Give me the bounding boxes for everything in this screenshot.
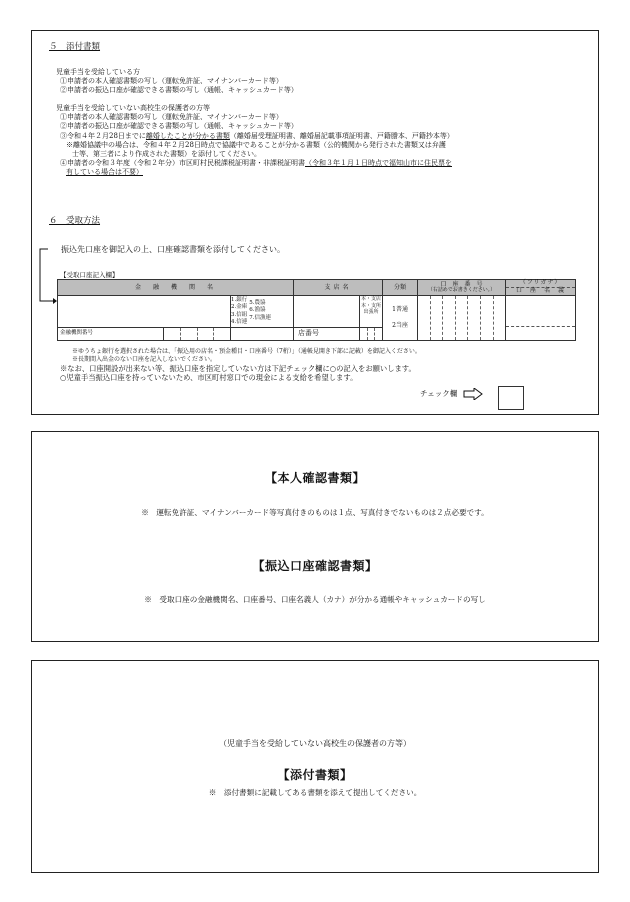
group2-note: ※離婚協議中の場合は、令和４年２月28日時点で協議中であることが分かる書類（公的機関から発行された書類又は弁護 [66,140,446,149]
group2-note-cont: 士等、第三者により作成された書類）を添付してください。 [72,149,261,158]
col-bank-name: 金 融 機 関 名 [58,280,294,296]
identity-docs-text: ※ 運転免許証、マイナンバーカード等写真付きのものは１点、写真付きでないものは２点必要です。 [141,508,489,517]
account-entry-table [57,279,576,341]
group2-item4-cont: 有している場合は不要） [66,167,143,176]
divorce-document-emphasis: 離婚したことが分かる書類 [145,131,230,140]
attachments-panel [31,660,599,873]
application-section-panel [31,30,599,415]
bracket-arrow-icon [36,247,58,307]
bank-type-options[interactable]: 1.銀行 2.金庫 3.信組 4.信連 5.農協 6.漁協 7.信漁連 [231,296,294,328]
group1-item2: ②申請者の振込口座が確認できる書類の写し（通帳、キャッシュカード等） [60,86,298,95]
group2-item3: ③令和４年２月28日までに離婚したことが分かる書類（離婚届受理証明書、離婚届記載事項証明書、戸籍謄本、戸籍抄本等） [60,131,454,140]
bank-code-digits[interactable] [164,328,231,341]
check-field-label: チェック欄 [420,388,483,400]
account-type-options[interactable]: 1普通 2当座 [383,296,418,341]
attachments-title: 【添付書類】 [277,768,353,782]
branch-type-options[interactable]: 本・支店 本・支所 出張所 [360,296,383,328]
section6-title: ６ 受取方法 [49,216,101,226]
no-account-notes: ※なお、口座開設が出来ない等、振込口座を指定していない方は下記チェック欄に○の記入をお願いします。 ○児童手当振込口座を持っていないため、市区町村窓口での現金による支給を希望します。 [60,364,416,383]
bank-code-field[interactable]: 金融機関番号 [58,328,164,341]
account-table-caption: 【受取口座記入欄】 [60,271,119,279]
account-holder-field[interactable] [506,296,576,341]
required-documents-panel [31,431,599,642]
col-account-type: 分類 [383,280,418,296]
group2-item4: ④申請者の令和３年度（令和２年分）市区町村民税課税証明書・非課税証明書（令和３年１月１日時点で福知山市に住民票を [60,158,452,167]
account-notes: ※ゆうちょ銀行を選択された場合は、「振込用の店名・預金種目・口座番号（7桁）」（通帳見開き下部に記載）を御記入ください。 ※長期間入出金のない口座を記入しないでください。 [72,348,421,363]
attachments-list [56,68,576,177]
branch-number-digits[interactable] [360,328,383,341]
group2-heading: 児童手当を受給していない高校生の保護者の方等 [56,104,210,113]
col-holder: （フリガナ） 口 座 名 義 [506,280,576,296]
bank-name-field[interactable] [58,296,231,328]
identity-docs-title: 【本人確認書類】 [264,471,365,485]
col-account-number: 口 座 番 号 （右詰めでお書きください。） [418,280,506,296]
receive-instruction: 振込先口座を御記入の上、口座確認書類を添付してください。 [61,245,285,254]
account-number-field[interactable] [418,296,506,341]
col-branch-name: 支店名 [294,280,383,296]
right-arrow-icon [463,388,483,400]
account-docs-text: ※ 受取口座の金融機関名、口座番号、口座名義人（カナ）が分かる通帳やキャッシュカードの写し [144,595,486,604]
branch-name-field[interactable] [294,296,360,328]
cash-payment-checkbox[interactable] [498,386,524,410]
branch-number-field[interactable]: 店番号 [294,328,360,341]
group2-item2: ②申請者の振込口座が確認できる書類の写し（通帳、キャッシュカード等） [60,122,298,131]
attachments-subtitle: （児童手当を受給していない高校生の保護者の方等） [219,739,411,748]
group1-heading: 児童手当を受給している方 [56,68,140,76]
section5-title: ５ 添付書類 [49,42,101,52]
account-docs-title: 【振込口座確認書類】 [252,559,378,573]
group2-item1: ①申請者の本人確認書類の写し（運転免許証、マイナンバーカード等） [60,113,283,122]
attachments-text: ※ 添付書類に記載してある書類を添えて提出してください。 [208,788,422,797]
group1-item1: ①申請者の本人確認書類の写し（運転免許証、マイナンバーカード等） [60,77,283,86]
